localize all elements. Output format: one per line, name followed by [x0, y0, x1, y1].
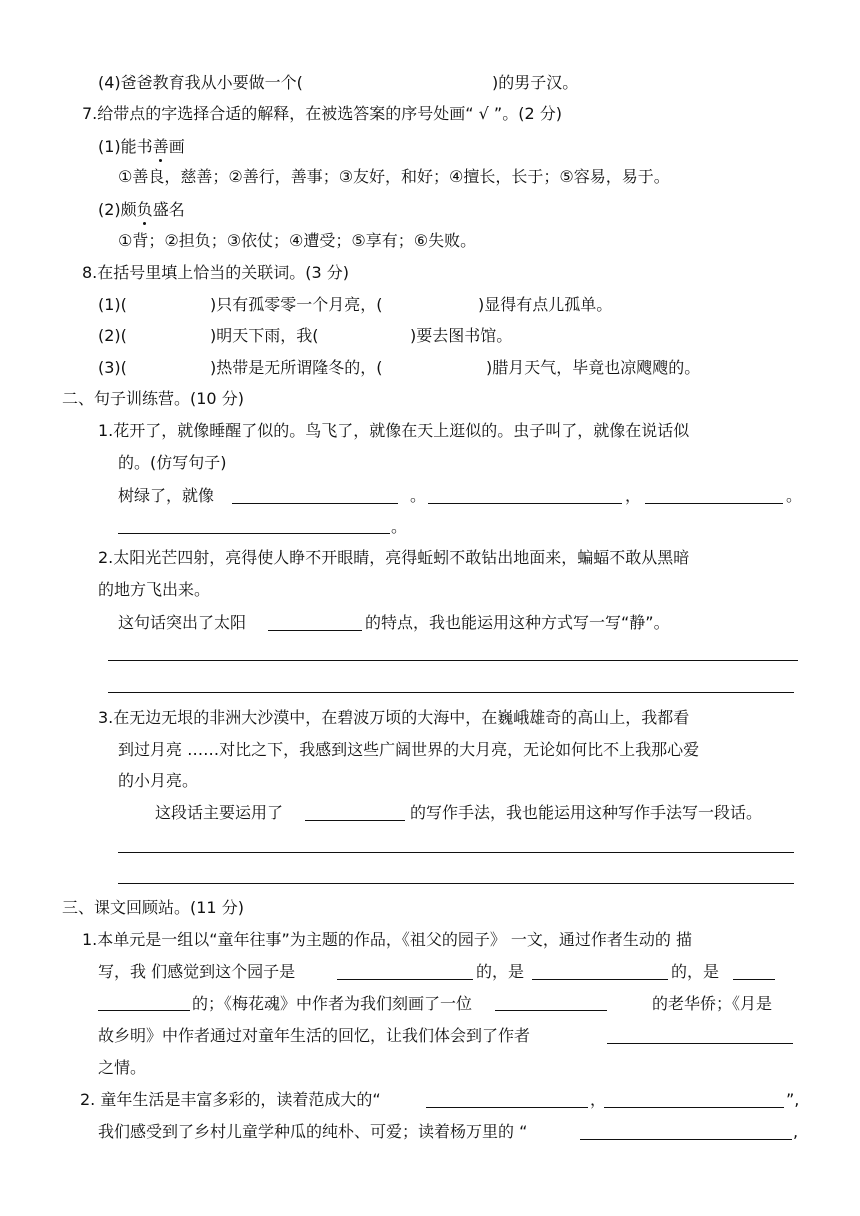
q7-item-2-options: ①背；②担负；③依仗；④遭受；⑤享有；⑥失败。: [118, 231, 477, 250]
s3-q1-line1: 1.本单元是一组以“童年往事”为主题的作品，《祖父的园子》 一文，通过作者生动的 描: [82, 930, 693, 949]
q7-title: 7.给带点的字选择合适的解释，在被选答案的序号处画“ √ ”。(2 分): [82, 104, 562, 123]
punct: 。: [391, 517, 408, 536]
answer-blank[interactable]: [495, 1010, 607, 1011]
writing-line[interactable]: [118, 852, 794, 853]
s2-q2-line3-suffix: 的特点，我也能运用这种方式写一写“静”。: [365, 613, 670, 632]
s3-q2-line1-a: 2. 童年生活是丰富多彩的，读着范成大的“: [80, 1090, 381, 1109]
answer-blank[interactable]: [337, 979, 473, 980]
s2-q1-line3-prefix: 树绿了，就像: [118, 486, 215, 505]
q8-title: 8.在括号里填上恰当的关联词。(3 分): [82, 263, 350, 282]
s2-q3-line2: 到过月亮 ……对比之下，我感到这些广阔世界的大月亮，无论如何比不上我那心爱: [118, 740, 700, 759]
q8-row2-b: )明天下雨，我(: [210, 326, 319, 345]
punct: ”,: [786, 1090, 800, 1109]
answer-blank[interactable]: [607, 1043, 793, 1044]
s3-q1-line2-c: 的，是: [671, 962, 720, 981]
punct: 。: [410, 486, 427, 505]
s3-q1-line2-b: 的，是: [476, 962, 525, 981]
answer-blank[interactable]: [268, 630, 362, 631]
section-3-title: 三、课文回顾站。(11 分): [62, 898, 244, 917]
s2-q2-line3-prefix: 这句话突出了太阳: [118, 613, 247, 632]
s3-q2-line2-a: 我们感受到了乡村儿童学种瓜的纯朴、可爱；读着杨万里的 “: [98, 1122, 528, 1141]
q8-row1-c: )显得有点儿孤单。: [478, 295, 613, 314]
dotted-char: 负: [136, 200, 153, 219]
q8-row2-c: )要去图书馆。: [410, 326, 513, 345]
q7-item-1-options: ①善良，慈善；②善行，善事；③友好，和好；④擅长，长于；⑤容易，易于。: [118, 167, 670, 186]
s2-q2-line2: 的地方飞出来。: [98, 580, 211, 599]
q8-row3-b: )热带是无所谓隆冬的，(: [210, 358, 383, 377]
writing-line[interactable]: [108, 660, 798, 661]
answer-blank[interactable]: [733, 979, 775, 980]
s3-q1-line4-a: 故乡明》中作者通过对童年生活的回忆，让我们体会到了作者: [98, 1026, 531, 1045]
q8-row3-c: )腊月天气，毕竟也凉飕飕的。: [486, 358, 701, 377]
s2-q1-line2: 的。(仿写句子): [118, 453, 227, 472]
s2-q1-line1: 1.花开了，就像睡醒了似的。鸟飞了，就像在天上逛似的。虫子叫了，就像在说话似: [98, 421, 690, 440]
q6-item-4-suffix: )的男子汉。: [492, 73, 579, 92]
q8-row1-a: (1)(: [98, 295, 127, 314]
s3-q1-line2-a: 写，我 们感觉到这个园子是: [98, 962, 296, 981]
answer-blank[interactable]: [232, 503, 398, 504]
q7-item-1: (1)能书善画: [98, 137, 185, 156]
s2-q3-line4-suffix: 的写作手法，我也能运用这种写作手法写一段话。: [410, 803, 763, 822]
s2-q3-line1: 3.在无边无垠的非洲大沙漠中，在碧波万顷的大海中，在巍峨雄奇的高山上，我都看: [98, 708, 690, 727]
writing-line[interactable]: [118, 883, 794, 884]
answer-blank[interactable]: [532, 979, 668, 980]
s3-q1-line5: 之情。: [98, 1058, 147, 1077]
punct: 。: [786, 486, 803, 505]
answer-blank[interactable]: [580, 1139, 792, 1140]
answer-blank[interactable]: [426, 1107, 588, 1108]
answer-blank[interactable]: [604, 1107, 784, 1108]
punct: ，: [625, 486, 642, 505]
q7-item-2: (2)颇负盛名: [98, 200, 185, 219]
answer-blank[interactable]: [98, 1010, 190, 1011]
s3-q1-line3-b: 的老华侨；《月是: [652, 994, 773, 1013]
dotted-char: 善: [152, 137, 169, 156]
s2-q2-line1: 2.太阳光芒四射，亮得使人睁不开眼睛，亮得蚯蚓不敢钻出地面来，蝙蝠不敢从黑暗: [98, 548, 690, 567]
punct: ,: [793, 1122, 799, 1141]
punct: ，: [590, 1090, 607, 1109]
q8-row1-b: )只有孤零零一个月亮，(: [210, 295, 383, 314]
q8-row3-a: (3)(: [98, 358, 127, 377]
s2-q3-line3: 的小月亮。: [118, 771, 199, 790]
answer-blank[interactable]: [118, 533, 390, 534]
s3-q1-line3-a: 的；《梅花魂》中作者为我们刻画了一位: [192, 994, 473, 1013]
answer-blank[interactable]: [305, 820, 405, 821]
answer-blank[interactable]: [428, 503, 622, 504]
q8-row2-a: (2)(: [98, 326, 127, 345]
answer-blank[interactable]: [645, 503, 783, 504]
section-2-title: 二、句子训练营。(10 分): [62, 389, 244, 408]
s2-q3-line4-prefix: 这段话主要运用了: [155, 803, 284, 822]
writing-line[interactable]: [108, 692, 794, 693]
q6-item-4-prefix: (4)爸爸教育我从小要做一个(: [98, 73, 303, 92]
